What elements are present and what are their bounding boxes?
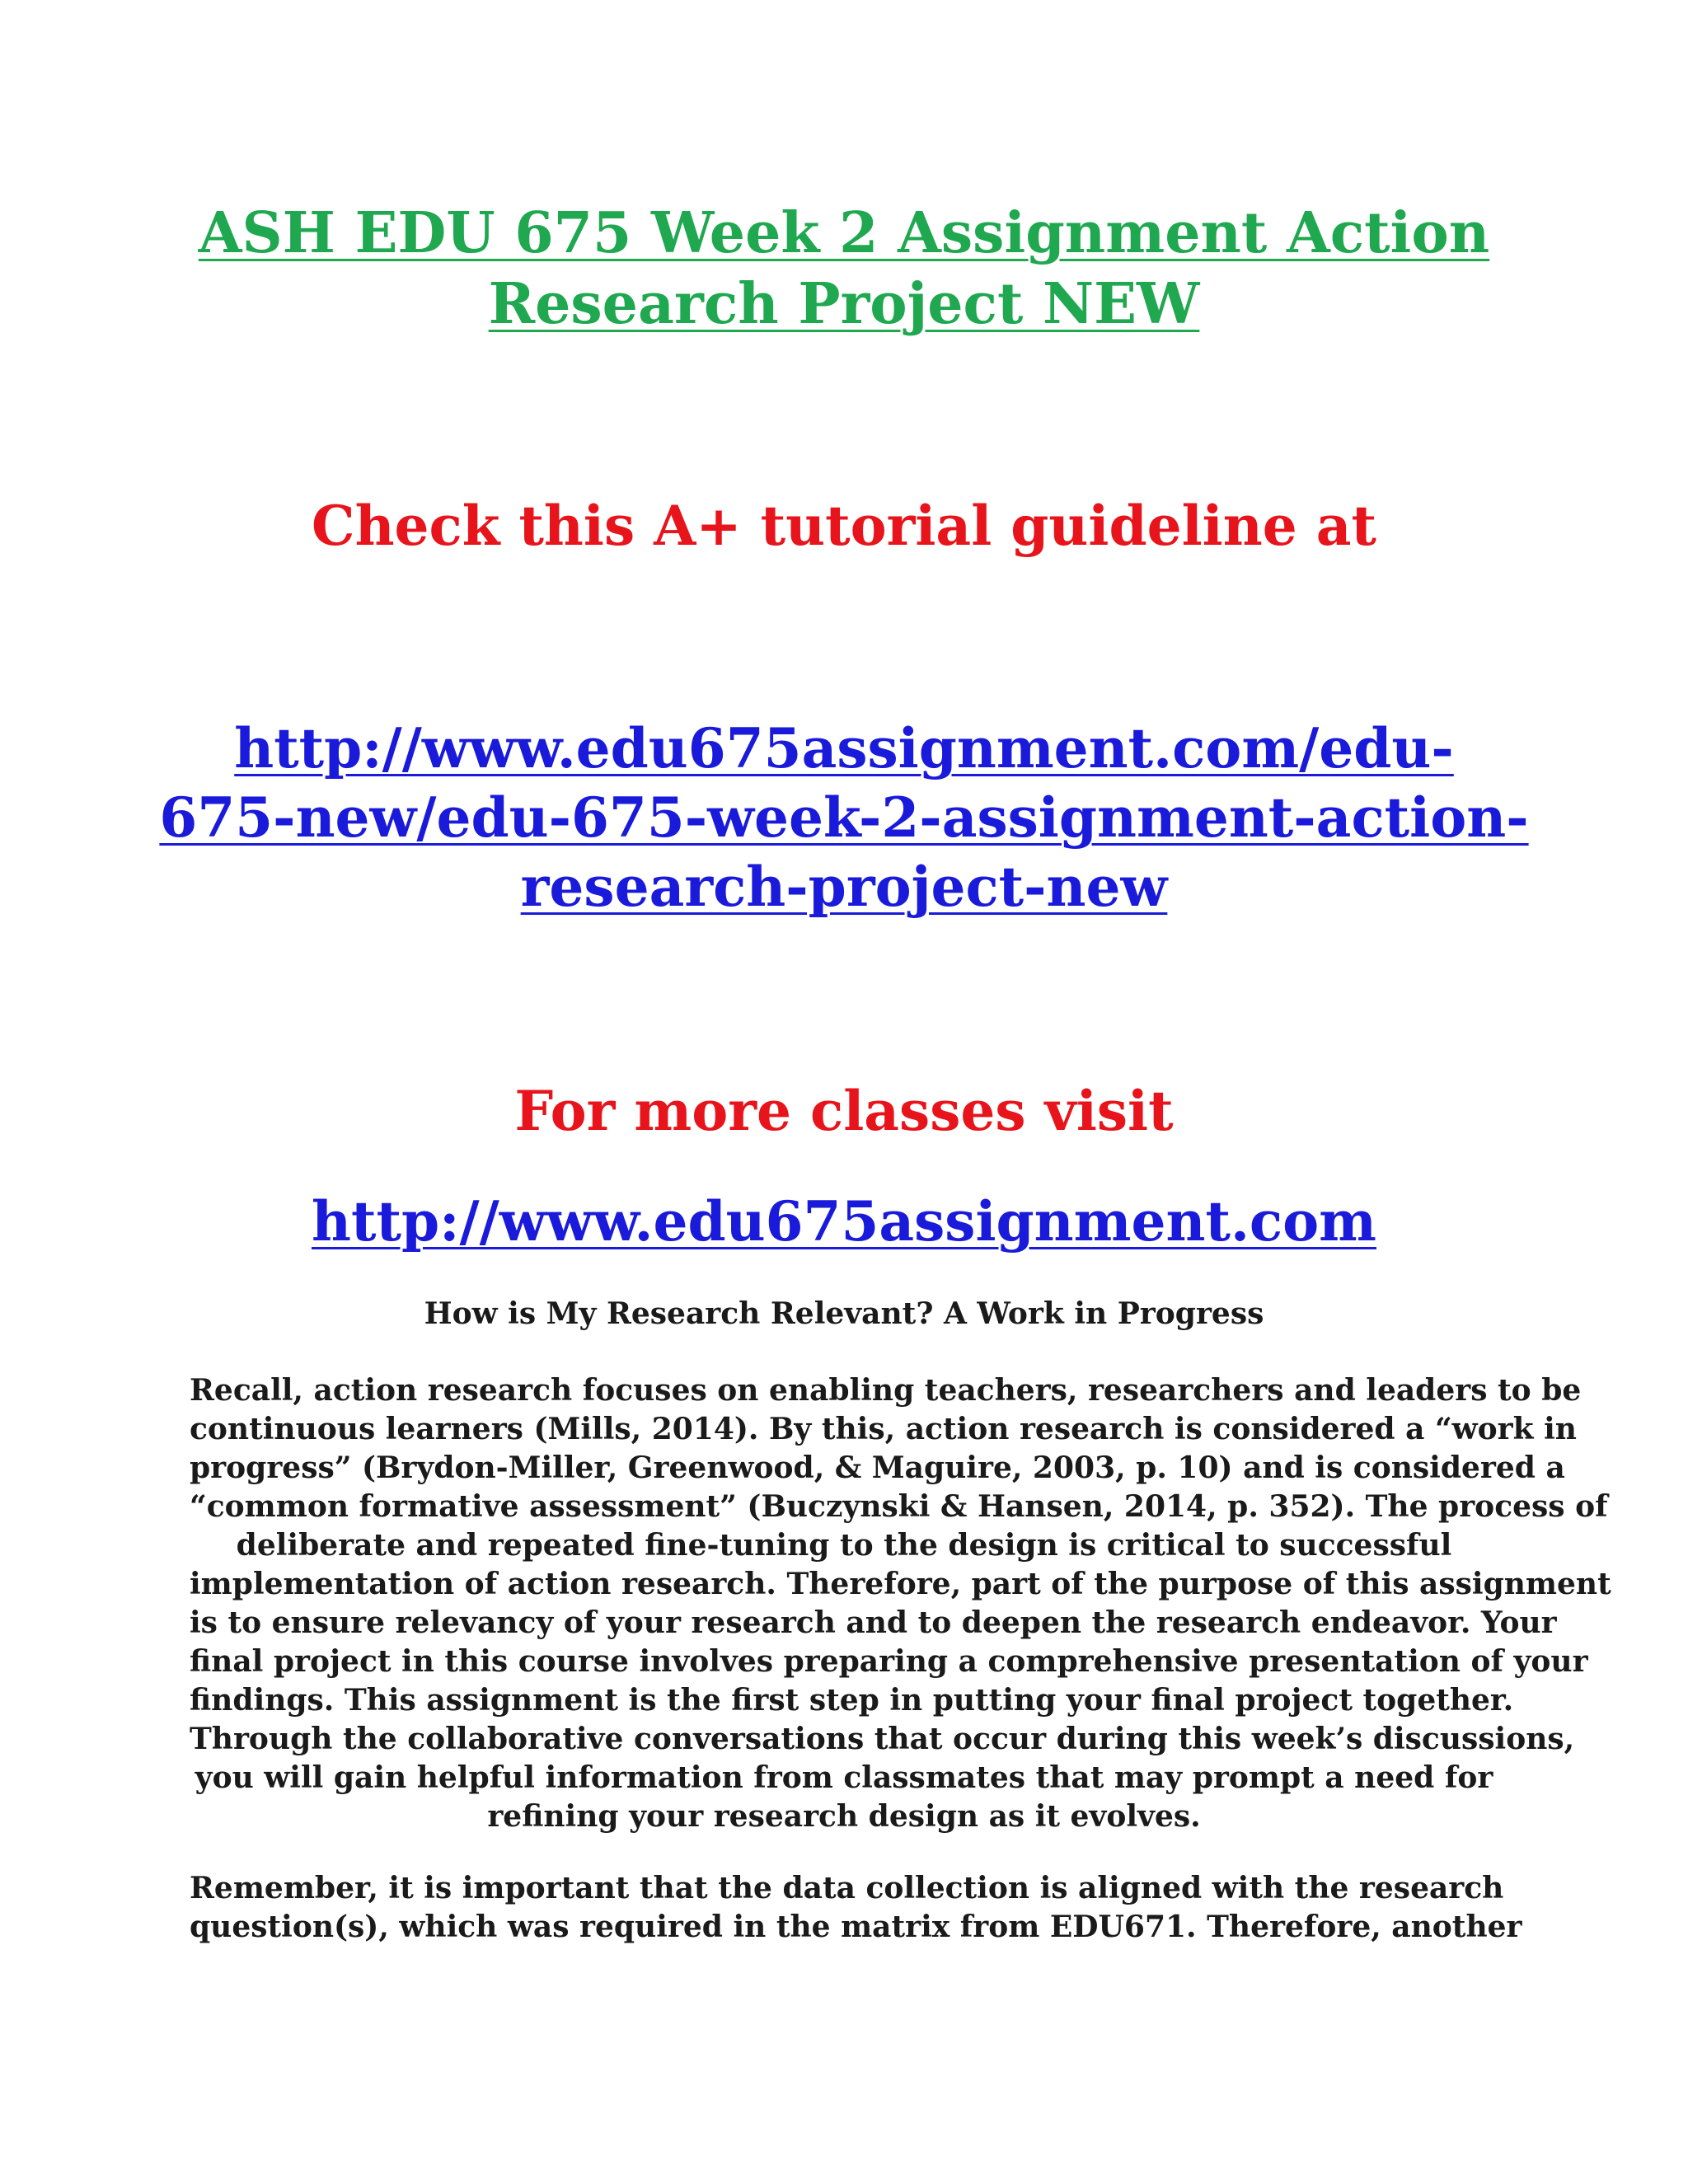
paragraph-1-line: implementation of action research. Therefore, part of the purpose of this assignment xyxy=(190,1567,1611,1601)
document-title xyxy=(148,198,1540,340)
section-heading: How is My Research Relevant? A Work in Progress xyxy=(424,1296,1264,1331)
site-link[interactable]: http://www.edu675assignment.com xyxy=(312,1189,1376,1254)
title-line-2: Research Project NEW xyxy=(488,271,1200,337)
paragraph-2 xyxy=(190,1869,1522,1947)
more-classes-heading: For more classes visit xyxy=(514,1079,1174,1143)
paragraph-1-line: refining your research design as it evolves. xyxy=(487,1799,1201,1834)
tutorial-link-line-2: 675-new/edu-675-week-2-assignment-action- xyxy=(159,785,1529,850)
paragraph-1-line: final project in this course involves preparing a comprehensive presentation of your xyxy=(190,1644,1588,1679)
title-line-1: ASH EDU 675 Week 2 Assignment Action xyxy=(198,200,1490,266)
paragraph-1-line: you will gain helpful information from classmates that may prompt a need for xyxy=(195,1760,1493,1795)
paragraph-1-line: deliberate and repeated fine-tuning to the design is critical to successful xyxy=(236,1528,1452,1563)
paragraph-1 xyxy=(190,1371,1611,1836)
paragraph-1-line: progress” (Brydon-Miller, Greenwood, & Maguire, 2003, p. 10) and is considered a xyxy=(190,1451,1565,1485)
paragraph-1-line: continuous learners (Mills, 2014). By this, action research is considered a “work in xyxy=(190,1412,1577,1446)
paragraph-1-line: “common formative assessment” (Buczynski & Hansen, 2014, p. 352). The process of xyxy=(190,1489,1608,1524)
tutorial-link[interactable] xyxy=(148,714,1540,921)
paragraph-1-line: is to ensure relevancy of your research and to deepen the research endeavor. Your xyxy=(190,1605,1557,1640)
paragraph-2-line: Remember, it is important that the data collection is aligned with the research xyxy=(190,1871,1504,1905)
paragraph-1-line: Through the collaborative conversations that occur during this week’s discussions, xyxy=(190,1722,1575,1756)
check-tutorial-heading: Check this A+ tutorial guideline at xyxy=(312,494,1376,558)
tutorial-link-line-1: http://www.edu675assignment.com/edu- xyxy=(234,716,1454,780)
paragraph-2-line: question(s), which was required in the matrix from EDU671. Therefore, another xyxy=(190,1910,1522,1944)
tutorial-link-line-3: research-project-new xyxy=(520,855,1168,919)
paragraph-1-line: Recall, action research focuses on enabling teachers, researchers and leaders to be xyxy=(190,1373,1582,1408)
paragraph-1-line: findings. This assignment is the first step in putting your final project together. xyxy=(190,1683,1514,1718)
